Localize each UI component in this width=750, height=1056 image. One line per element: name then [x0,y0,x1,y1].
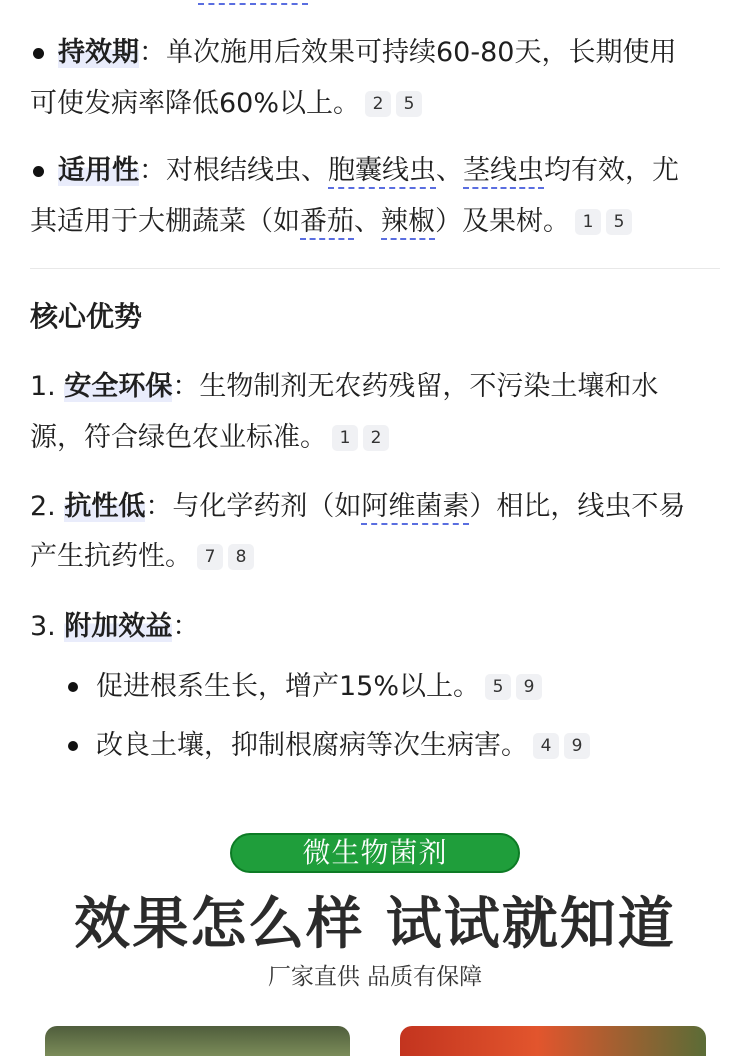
link-stem-nematode[interactable]: 茎线虫 [463,155,544,189]
item-applicability: 适用性：对根结线虫、胞囊线虫、茎线虫均有效，尤 [58,154,679,188]
term-applicability: 适用性 [58,155,139,186]
benefit-item: 改良土壤，抑制根腐病等次生病害。 4 9 [96,729,590,763]
benefit-item: 促进根系生长，增产15%以上。 5 9 [96,670,542,704]
banner-headline: 效果怎么样 试试就知道 [74,892,676,957]
term-resistance: 抗性低 [64,491,146,522]
link-tomato[interactable]: 番茄 [300,206,354,240]
citation[interactable]: 1 [332,425,358,451]
citation[interactable]: 2 [365,91,391,117]
advantage-2-line2: 产生抗药性。 7 8 [30,540,254,574]
term-extra-benefits: 附加效益 [64,611,173,642]
citation[interactable]: 9 [516,674,542,700]
citation[interactable]: 5 [485,674,511,700]
term-duration: 持效期 [58,37,139,68]
item-duration: 持效期：单次施用后效果可持续60-80天，长期使用 [58,37,677,68]
bullet-dot [68,741,78,751]
product-pill-label: 微生物菌剂 [230,833,520,873]
advantage-2: 2. 抗性低：与化学药剂（如阿维菌素）相比，线虫不易 [30,490,685,524]
section-divider [30,268,720,269]
advantage-1-line2: 源，符合绿色农业标准。 1 2 [30,421,389,455]
citation[interactable]: 4 [533,733,559,759]
link-cyst-nematode[interactable]: 胞囊线虫 [328,155,436,189]
link-pepper[interactable]: 辣椒 [381,206,435,240]
term-eco: 安全环保 [64,371,173,402]
bullet-dot [33,48,44,59]
citation[interactable]: 5 [606,209,632,235]
citation[interactable]: 2 [363,425,389,451]
link-avermectin[interactable]: 阿维菌素 [361,491,469,525]
link-underline [198,0,308,5]
plant-photo [45,1026,350,1056]
tomato-photo [400,1026,706,1056]
advantage-1: 1. 安全环保：生物制剂无农药残留，不污染土壤和水 [30,371,659,402]
bullet-dot [68,682,78,692]
citation[interactable]: 1 [575,209,601,235]
bullet-dot [33,166,44,177]
item-duration-line2: 可使发病率降低60%以上。 2 5 [30,87,422,121]
citation[interactable]: 9 [564,733,590,759]
citation[interactable]: 7 [197,544,223,570]
advantage-3: 3. 附加效益： [30,611,200,642]
item-applicability-line2: 其适用于大棚蔬菜（如番茄、辣椒）及果树。 1 5 [30,205,632,239]
citation[interactable]: 5 [396,91,422,117]
citation[interactable]: 8 [228,544,254,570]
section-title: 核心优势 [30,300,143,333]
banner-subline: 厂家直供 品质有保障 [267,964,483,990]
